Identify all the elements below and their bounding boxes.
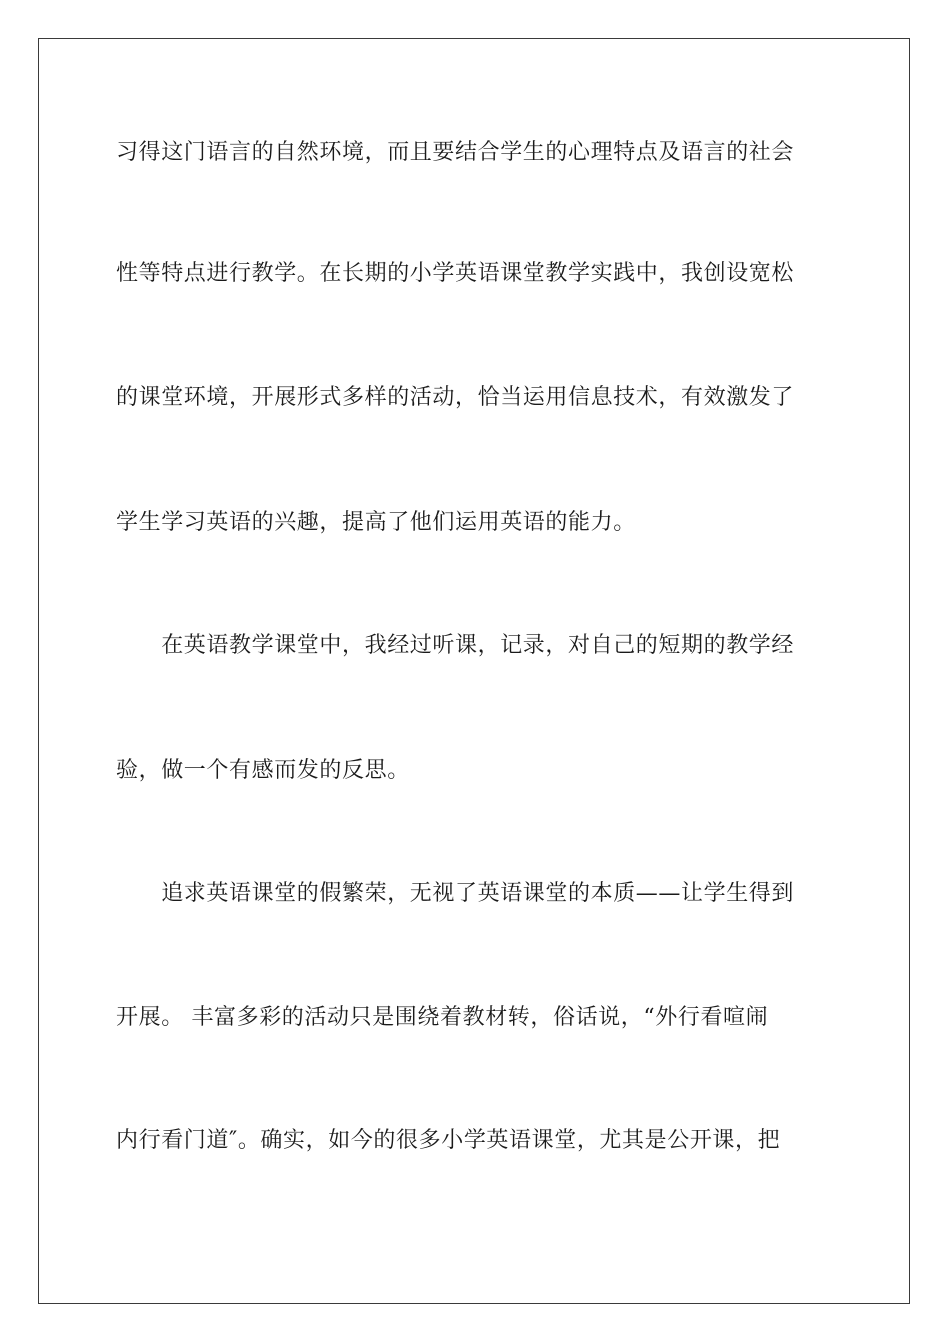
- page-border: [38, 38, 910, 1304]
- text-line-9: 内行看门道″。确实，如今的很多小学英语课堂，尤其是公开课，把: [116, 1128, 781, 1153]
- text-line-3: 的课堂环境，开展形式多样的活动，恰当运用信息技术，有效激发了: [116, 385, 795, 410]
- text-line-6: 验，做一个有感而发的反思。: [116, 758, 410, 783]
- text-line-4: 学生学习英语的兴趣，提高了他们运用英语的能力。: [116, 510, 636, 535]
- text-line-7: 追求英语课堂的假繁荣，无视了英语课堂的本质——让学生得到: [116, 881, 795, 906]
- text-line-5: 在英语教学课堂中，我经过听课，记录，对自己的短期的教学经: [116, 633, 795, 658]
- text-line-2: 性等特点进行教学。在长期的小学英语课堂教学实践中，我创设宽松: [116, 261, 795, 286]
- text-line-1: 习得这门语言的自然环境，而且要结合学生的心理特点及语言的社会: [116, 140, 795, 165]
- text-line-8: 开展。 丰富多彩的活动只是围绕着教材转，俗话说，“外行看喧闹: [116, 1005, 769, 1030]
